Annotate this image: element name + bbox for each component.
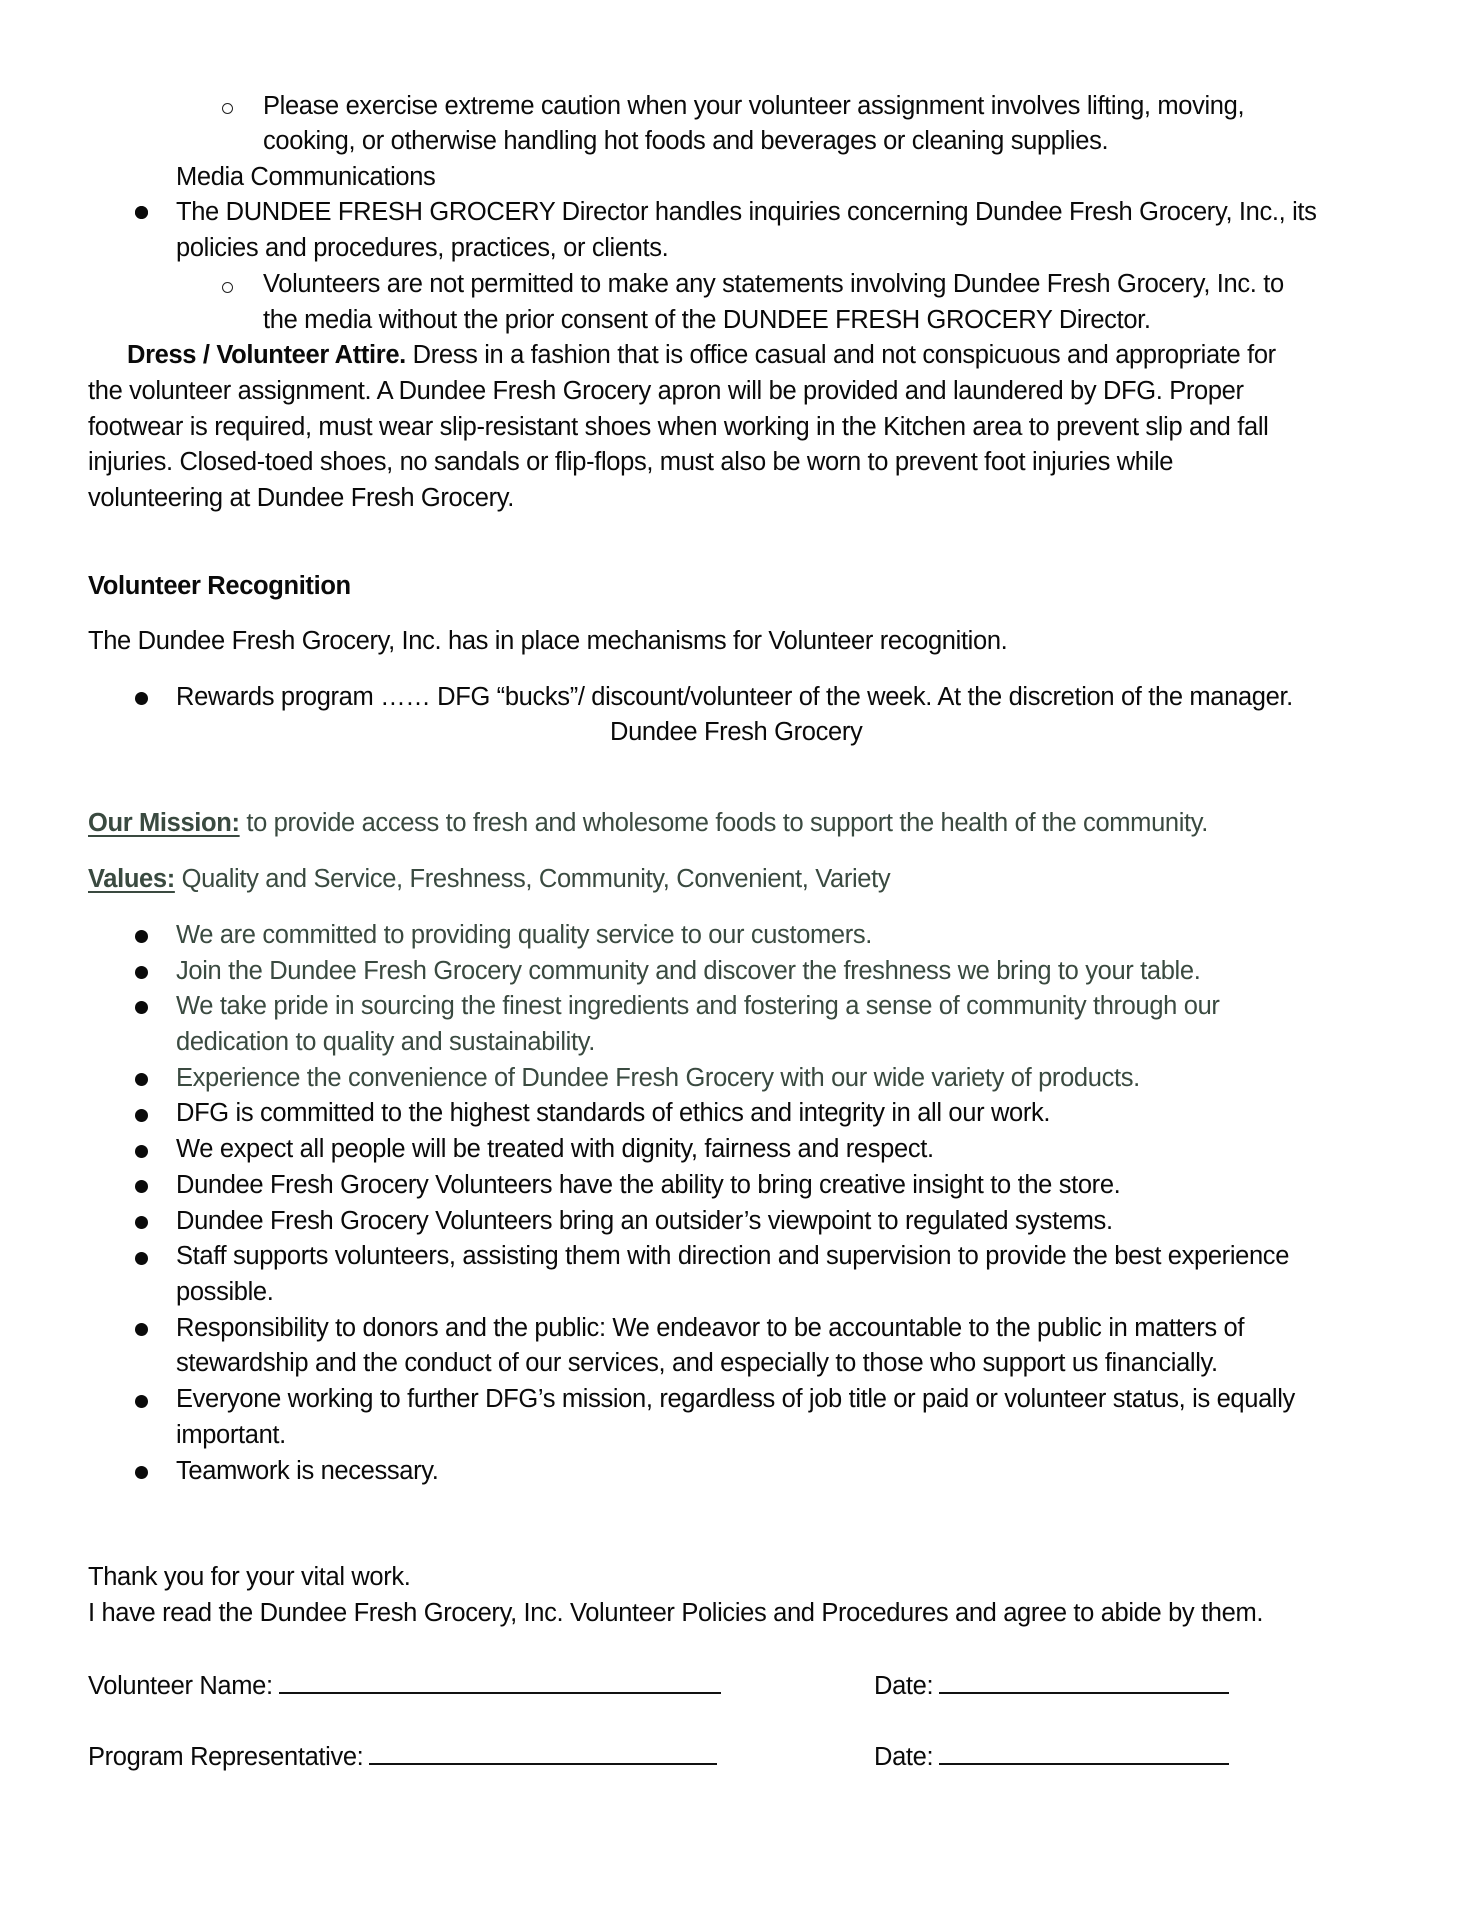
dress-paragraph-line-3: footwear is required, must wear slip-resistant shoes when working in the Kitchen area to prevent slip and fall [88, 413, 1269, 441]
thanks-line: Thank you for your vital work. [88, 1563, 411, 1591]
values-item-continued: dedication to quality and sustainability. [176, 1028, 595, 1056]
values-statement: Values: Quality and Service, Freshness, Community, Convenient, Variety [88, 865, 891, 893]
safety-caution-line-1: Please exercise extreme caution when your volunteer assignment involves lifting, moving, [263, 92, 1245, 120]
safety-caution-line-2: cooking, or otherwise handling hot foods and beverages or cleaning supplies. [263, 127, 1109, 155]
values-item: DFG is committed to the highest standards of ethics and integrity in all our work. [176, 1099, 1051, 1127]
media-statements-line-1: Volunteers are not permitted to make any statements involving Dundee Fresh Grocery, Inc. to [263, 270, 1284, 298]
values-item: Join the Dundee Fresh Grocery community and discover the freshness we bring to your table. [176, 957, 1201, 985]
volunteer-date-row [874, 1666, 1229, 1704]
mission-statement: Our Mission: to provide access to fresh and wholesome foods to support the health of the community. [88, 809, 1209, 837]
mission-label: Our Mission: [88, 809, 240, 837]
agreement-line: I have read the Dundee Fresh Grocery, Inc. Volunteer Policies and Procedures and agree to abide by them. [88, 1599, 1264, 1627]
values-item: Dundee Fresh Grocery Volunteers have the ability to bring creative insight to the store. [176, 1171, 1121, 1199]
hollow-bullet-icon [222, 103, 233, 114]
values-item: Dundee Fresh Grocery Volunteers bring an outsider’s viewpoint to regulated systems. [176, 1207, 1113, 1235]
values-item-continued: stewardship and the conduct of our services, and especially to those who support us financially. [176, 1349, 1218, 1377]
values-item: Responsibility to donors and the public: We endeavor to be accountable to the public in matters of [176, 1314, 1245, 1342]
bullet-icon [135, 1109, 148, 1122]
bullet-icon [135, 692, 148, 705]
media-director-line-2: policies and procedures, practices, or clients. [176, 234, 669, 262]
media-communications-heading: Media Communications [176, 163, 436, 191]
recognition-heading: Volunteer Recognition [88, 572, 351, 600]
values-item-continued: important. [176, 1421, 286, 1449]
dress-paragraph-line-1: Dress / Volunteer Attire. Dress in a fashion that is office casual and not conspicuous and appropriate for [127, 341, 1276, 369]
values-item: Staff supports volunteers, assisting them with direction and supervision to provide the best experience [176, 1242, 1290, 1270]
bullet-icon [135, 1001, 148, 1014]
bullet-icon [135, 1395, 148, 1408]
values-item: Teamwork is necessary. [176, 1457, 439, 1485]
media-director-line-1: The DUNDEE FRESH GROCERY Director handles inquiries concerning Dundee Fresh Grocery, Inc., its [176, 198, 1317, 226]
values-item: We expect all people will be treated with dignity, fairness and respect. [176, 1135, 934, 1163]
bullet-icon [135, 1180, 148, 1193]
bullet-icon [135, 1216, 148, 1229]
bullet-icon [135, 1466, 148, 1479]
volunteer-name-label: Volunteer Name: [88, 1672, 273, 1700]
media-statements-line-2: the media without the prior consent of the DUNDEE FRESH GROCERY Director. [263, 306, 1151, 334]
program-rep-date-field[interactable] [939, 1737, 1229, 1765]
values-label: Values: [88, 865, 175, 893]
values-item: Experience the convenience of Dundee Fresh Grocery with our wide variety of products. [176, 1064, 1140, 1092]
hollow-bullet-icon [222, 282, 233, 293]
program-rep-row [88, 1737, 717, 1775]
volunteer-name-row [88, 1666, 721, 1704]
values-item: Everyone working to further DFG’s mission, regardless of job title or paid or volunteer status, is equally [176, 1385, 1295, 1413]
bullet-icon [135, 1252, 148, 1265]
bullet-icon [135, 930, 148, 943]
program-rep-date-row [874, 1737, 1229, 1775]
program-rep-label: Program Representative: [88, 1743, 364, 1771]
values-item: We are committed to providing quality service to our customers. [176, 921, 873, 949]
recognition-org-name: Dundee Fresh Grocery [610, 718, 863, 746]
recognition-intro: The Dundee Fresh Grocery, Inc. has in place mechanisms for Volunteer recognition. [88, 627, 1008, 655]
date-label: Date: [874, 1672, 934, 1700]
volunteer-name-field[interactable] [279, 1666, 721, 1694]
dress-paragraph-line-4: injuries. Closed-toed shoes, no sandals or flip-flops, must also be worn to prevent foot injuries while [88, 448, 1174, 476]
bullet-icon [135, 206, 148, 219]
dress-paragraph-line-2: the volunteer assignment. A Dundee Fresh Grocery apron will be provided and laundered by DFG. Proper [88, 377, 1244, 405]
bullet-icon [135, 966, 148, 979]
volunteer-date-field[interactable] [939, 1666, 1229, 1694]
dress-heading: Dress / Volunteer Attire. [127, 341, 406, 369]
values-item-continued: possible. [176, 1278, 274, 1306]
rewards-program-item: Rewards program …… DFG “bucks”/ discount/volunteer of the week. At the discretion of the manager. [176, 683, 1293, 711]
values-item: We take pride in sourcing the finest ingredients and fostering a sense of community through our [176, 992, 1220, 1020]
program-rep-field[interactable] [369, 1737, 717, 1765]
date-label: Date: [874, 1743, 934, 1771]
bullet-icon [135, 1323, 148, 1336]
bullet-icon [135, 1073, 148, 1086]
bullet-icon [135, 1145, 148, 1158]
dress-paragraph-line-5: volunteering at Dundee Fresh Grocery. [88, 484, 514, 512]
